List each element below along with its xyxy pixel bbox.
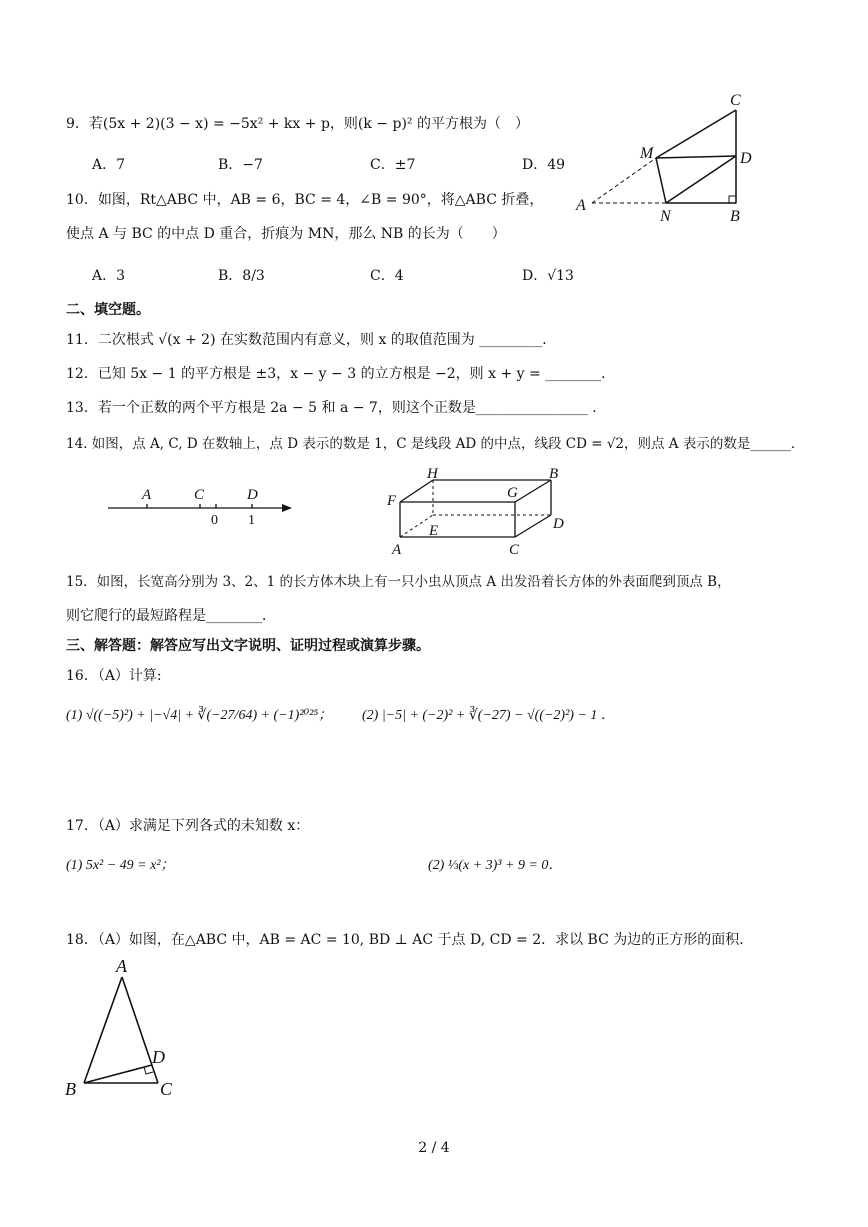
box-label-h: H <box>427 466 438 482</box>
question-11-text: 11．二次根式 √(x + 2) 在实数范围内有意义，则 x 的取值范围为 _________． <box>66 332 557 348</box>
q16-part-1: (1) √((−5)²) + |−√4| + ∛(−27/64) + (−1)²⁰²⁵； <box>66 708 333 723</box>
box-label-e: E <box>429 523 439 539</box>
question-12-text: 12．已知 5x − 1 的平方根是 ±3，x − y − 3 的立方根是 −2，则 x + y = ________． <box>66 366 616 382</box>
q17-part-2: (2) ⅓(x + 3)³ + 9 = 0． <box>428 858 563 873</box>
box-label-c: C <box>509 542 520 557</box>
q10-option-b: B．8/3 <box>218 268 265 284</box>
box-label-f: F <box>387 493 397 509</box>
q10-option-d: D．√13 <box>522 268 574 284</box>
q18-triangle-figure <box>60 955 190 1100</box>
question-10-line2: 使点 A 与 BC 的中点 D 重合，折痕为 MN，那么 NB 的长为（ ） <box>66 226 506 242</box>
q10-option-a: A．3 <box>92 268 126 284</box>
q10-option-c: C．4 <box>370 268 404 284</box>
label-n: N <box>660 208 671 225</box>
q18-label-c: C <box>160 1079 173 1099</box>
numberline-tick-0: 0 <box>211 513 218 528</box>
numberline-label-c: C <box>194 487 205 503</box>
q9-option-a: A．7 <box>92 157 126 173</box>
question-9-text: 9．若(5x + 2)(3 − x) = −5x² + kx + p，则(k − p)² 的平方根为（ ） <box>66 116 529 132</box>
question-10-line1: 10．如图，Rt△ABC 中，AB = 6，BC = 4，∠B = 90°，将△ABC 折叠， <box>66 192 544 208</box>
box-label-a: A <box>392 542 402 557</box>
box-label-b: B <box>549 466 559 482</box>
q9-option-c: C．±7 <box>370 157 416 173</box>
numberline-label-a: A <box>142 487 152 503</box>
question-17-title: 17．（A）求满足下列各式的未知数 x： <box>66 818 310 834</box>
section-fill-in-heading: 二、填空题。 <box>66 302 150 318</box>
label-b: B <box>730 208 740 225</box>
number-line-figure <box>100 478 310 528</box>
label-c: C <box>730 92 741 109</box>
page-number: 2 / 4 <box>418 1140 450 1156</box>
cuboid-figure <box>385 462 585 557</box>
question-16-title: 16．（A）计算: <box>66 668 162 684</box>
q18-label-a: A <box>116 956 127 976</box>
question-14-text: 14. 如图，点 A, C, D 在数轴上，点 D 表示的数是 1，C 是线段 AD 的中点，线段 CD = √2，则点 A 表示的数是______． <box>66 436 805 452</box>
q9-option-b: B．−7 <box>218 157 263 173</box>
q9-option-d: D．49 <box>522 157 566 173</box>
q10-triangle-figure <box>570 88 770 228</box>
q18-label-d: D <box>152 1047 165 1067</box>
question-15-line2: 则它爬行的最短路程是________． <box>66 608 276 624</box>
numberline-label-d: D <box>247 487 258 503</box>
question-15-line1: 15．如图，长宽高分别为 3、2、1 的长方体木块上有一只小虫从顶点 A 出发沿着长方体的外表面爬到顶点 B， <box>66 574 731 590</box>
numberline-tick-1: 1 <box>248 513 255 528</box>
question-13-text: 13．若一个正数的两个平方根是 2a − 5 和 a − 7，则这个正数是________________ ． <box>66 400 607 416</box>
q17-part-1: (1) 5x² − 49 = x²； <box>66 858 175 873</box>
question-18-text: 18．（A）如图，在△ABC 中，AB = AC = 10, BD ⊥ AC 于点 D, CD = 2．求以 BC 为边的正方形的面积． <box>66 932 754 948</box>
q16-part-2: (2) |−5| + (−2)² + ∛(−27) − √((−2)²) − 1 ． <box>362 708 615 723</box>
box-label-d: D <box>553 516 564 532</box>
label-a: A <box>576 197 586 214</box>
label-m: M <box>640 145 654 162</box>
label-d: D <box>740 150 752 167</box>
box-label-g: G <box>507 485 518 501</box>
section-solve-heading: 三、解答题：解答应写出文字说明、证明过程或演算步骤。 <box>66 638 430 654</box>
q18-label-b: B <box>65 1079 76 1099</box>
